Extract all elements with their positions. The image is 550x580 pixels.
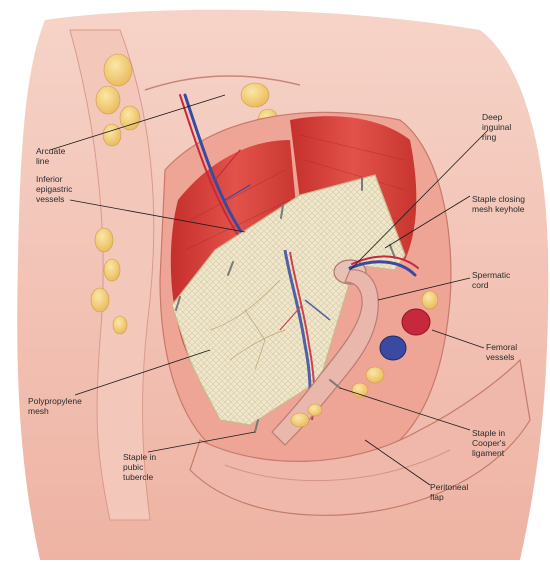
femoral-artery <box>402 309 430 335</box>
label-peritoneal-flap: Peritoneal flap <box>430 482 469 502</box>
label-staple-coopers-ligament: Staple in Cooper's ligament <box>472 428 506 458</box>
femoral-vein <box>380 336 406 360</box>
label-arcuate-line: Arcuate line <box>36 146 66 166</box>
label-femoral-vessels: Femoral vessels <box>486 342 518 362</box>
label-inferior-epigastric-vessels: Inferior epigastric vessels <box>36 174 73 204</box>
label-polypropylene-mesh: Polypropylene mesh <box>28 396 82 416</box>
label-staple-closing-mesh-keyhole: Staple closing mesh keyhole <box>472 194 525 214</box>
label-spermatic-cord: Spermatic cord <box>472 270 511 290</box>
label-staple-pubic-tubercle: Staple in pubic tubercle <box>123 452 157 482</box>
label-deep-inguinal-ring: Deep inguinal ring <box>482 112 512 142</box>
